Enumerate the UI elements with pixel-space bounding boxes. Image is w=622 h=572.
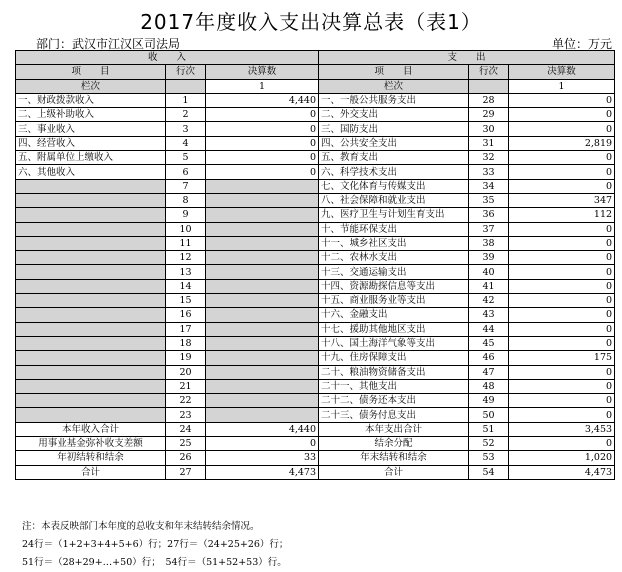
table-row (16, 294, 615, 308)
income-row-header: 行次 (166, 65, 206, 79)
expense-row-number: 31 (469, 136, 509, 150)
income-row-number: 22 (166, 394, 206, 408)
income-row-number: 12 (166, 251, 206, 265)
income-item-label (16, 265, 166, 279)
income-item-label (16, 322, 166, 336)
expense-row-number: 45 (469, 336, 509, 350)
expense-amount: 347 (509, 193, 615, 207)
expense-row-number: 33 (469, 165, 509, 179)
income-row-number: 27 (166, 465, 206, 479)
expense-row-number: 32 (469, 151, 509, 165)
income-row-number: 16 (166, 308, 206, 322)
expense-summary-label: 合计 (319, 465, 469, 479)
expense-row-number: 51 (469, 422, 509, 436)
income-section-header: 收 入 (16, 51, 319, 65)
lanci-row (16, 79, 615, 93)
note-line: 注：本表反映部门本年度的总收支和年末结转结余情况。 (22, 521, 260, 532)
income-item-label (16, 208, 166, 222)
budget-table (15, 50, 615, 480)
income-amount (206, 265, 319, 279)
expense-section-header: 支 出 (319, 51, 615, 65)
income-summary-label: 本年收入合计 (16, 422, 166, 436)
expense-row-number: 48 (469, 379, 509, 393)
income-amount (206, 179, 319, 193)
table-row (16, 236, 615, 250)
expense-item-label: 七、文化体育与传媒支出 (319, 179, 469, 193)
expense-item-label: 十一、城乡社区支出 (319, 236, 469, 250)
table-row (16, 108, 615, 122)
expense-item-label: 九、医疗卫生与计划生育支出 (319, 208, 469, 222)
income-amount (206, 308, 319, 322)
expense-amount-header: 决算数 (509, 65, 615, 79)
income-row-number: 6 (166, 165, 206, 179)
expense-row-number: 46 (469, 351, 509, 365)
expense-amount: 0 (509, 222, 615, 236)
table-row (16, 179, 615, 193)
table-row (16, 251, 615, 265)
income-row-number: 23 (166, 408, 206, 422)
income-row-number: 21 (166, 379, 206, 393)
income-row-number: 17 (166, 322, 206, 336)
note-line: 24行＝（1+2+3+4+5+6）行；27行＝（24+25+26）行； (22, 539, 289, 550)
income-summary-label: 用事业基金弥补收支差额 (16, 437, 166, 451)
expense-row-number: 53 (469, 451, 509, 465)
table-row (16, 122, 615, 136)
income-amount (206, 193, 319, 207)
income-row-number: 2 (166, 108, 206, 122)
income-item-label (16, 408, 166, 422)
expense-row-number: 28 (469, 93, 509, 107)
expense-amount: 0 (509, 251, 615, 265)
income-item-label (16, 236, 166, 250)
expense-row-number: 29 (469, 108, 509, 122)
expense-row-number: 35 (469, 193, 509, 207)
income-summary-label: 合计 (16, 465, 166, 479)
income-summary-label: 年初结转和结余 (16, 451, 166, 465)
expense-item-label: 八、社会保障和就业支出 (319, 193, 469, 207)
expense-item-label: 十八、国土海洋气象等支出 (319, 336, 469, 350)
income-amount: 0 (206, 108, 319, 122)
income-row-number: 10 (166, 222, 206, 236)
expense-amount: 0 (509, 165, 615, 179)
income-item-label (16, 222, 166, 236)
table-row (16, 365, 615, 379)
table-row (16, 351, 615, 365)
income-item-label: 五、附属单位上缴收入 (16, 151, 166, 165)
income-lanci-blank (166, 79, 206, 93)
income-row-number: 3 (166, 122, 206, 136)
expense-amount: 0 (509, 308, 615, 322)
unit-label: 单位：万元 (551, 37, 612, 51)
income-amount (206, 208, 319, 222)
income-item-label (16, 251, 166, 265)
summary-row (16, 451, 615, 465)
income-amount (206, 408, 319, 422)
expense-item-label: 五、教育支出 (319, 151, 469, 165)
expense-summary-label: 年末结转和结余 (319, 451, 469, 465)
table-row (16, 394, 615, 408)
expense-item-label: 二十三、债务付息支出 (319, 408, 469, 422)
expense-lanci-blank (469, 79, 509, 93)
table-row (16, 336, 615, 350)
expense-amount: 112 (509, 208, 615, 222)
expense-amount: 0 (509, 279, 615, 293)
expense-row-number: 39 (469, 251, 509, 265)
expense-amount: 0 (509, 408, 615, 422)
column-header-row (16, 65, 615, 79)
expense-row-number: 44 (469, 322, 509, 336)
income-amount: 0 (206, 437, 319, 451)
summary-row (16, 437, 615, 451)
expense-summary-label: 本年支出合计 (319, 422, 469, 436)
expense-row-header: 行次 (469, 65, 509, 79)
income-row-number: 4 (166, 136, 206, 150)
expense-item-label: 二十一、其他支出 (319, 379, 469, 393)
expense-amount: 4,473 (509, 465, 615, 479)
expense-lanci-num: 1 (509, 79, 615, 93)
income-row-number: 11 (166, 236, 206, 250)
income-amount (206, 351, 319, 365)
table-row (16, 408, 615, 422)
income-amount (206, 336, 319, 350)
expense-item-label: 十二、农林水支出 (319, 251, 469, 265)
notes (22, 518, 288, 572)
expense-row-number: 41 (469, 279, 509, 293)
expense-amount: 0 (509, 294, 615, 308)
income-item-label (16, 308, 166, 322)
table-row (16, 222, 615, 236)
income-item-label (16, 179, 166, 193)
income-amount (206, 394, 319, 408)
income-amount (206, 279, 319, 293)
expense-summary-label: 结余分配 (319, 437, 469, 451)
income-amount (206, 322, 319, 336)
table-row (16, 93, 615, 107)
income-item-label: 六、其他收入 (16, 165, 166, 179)
income-item-label (16, 294, 166, 308)
expense-item-label: 二、外交支出 (319, 108, 469, 122)
income-row-number: 5 (166, 151, 206, 165)
expense-item-header: 项 目 (319, 65, 469, 79)
expense-amount: 0 (509, 437, 615, 451)
expense-item-label: 四、公共安全支出 (319, 136, 469, 150)
table-row (16, 379, 615, 393)
summary-row (16, 465, 615, 479)
income-amount: 0 (206, 165, 319, 179)
income-item-label: 三、事业收入 (16, 122, 166, 136)
expense-row-number: 50 (469, 408, 509, 422)
expense-amount: 0 (509, 365, 615, 379)
expense-row-number: 47 (469, 365, 509, 379)
expense-item-label: 一、一般公共服务支出 (319, 93, 469, 107)
income-row-number: 9 (166, 208, 206, 222)
income-lanci-num: 1 (206, 79, 319, 93)
income-amount: 33 (206, 451, 319, 465)
table-row (16, 151, 615, 165)
table-row (16, 322, 615, 336)
expense-item-label: 六、科学技术支出 (319, 165, 469, 179)
expense-row-number: 36 (469, 208, 509, 222)
table-row (16, 308, 615, 322)
expense-row-number: 54 (469, 465, 509, 479)
expense-amount: 0 (509, 122, 615, 136)
income-item-label (16, 193, 166, 207)
expense-item-label: 十七、援助其他地区支出 (319, 322, 469, 336)
income-item-header: 项 目 (16, 65, 166, 79)
expense-amount: 3,453 (509, 422, 615, 436)
expense-amount: 0 (509, 394, 615, 408)
expense-amount: 0 (509, 322, 615, 336)
income-amount (206, 379, 319, 393)
income-item-label (16, 379, 166, 393)
income-row-number: 8 (166, 193, 206, 207)
department-label: 部门：武汉市江汉区司法局 (36, 37, 181, 51)
expense-item-label: 三、国防支出 (319, 122, 469, 136)
expense-item-label: 十三、交通运输支出 (319, 265, 469, 279)
income-row-number: 24 (166, 422, 206, 436)
table-row (16, 279, 615, 293)
table-row (16, 265, 615, 279)
expense-row-number: 30 (469, 122, 509, 136)
income-amount: 0 (206, 136, 319, 150)
expense-row-number: 40 (469, 265, 509, 279)
expense-row-number: 49 (469, 394, 509, 408)
income-item-label (16, 279, 166, 293)
income-row-number: 13 (166, 265, 206, 279)
income-amount: 4,440 (206, 422, 319, 436)
income-amount: 0 (206, 151, 319, 165)
income-row-number: 26 (166, 451, 206, 465)
income-item-label (16, 336, 166, 350)
income-item-label (16, 351, 166, 365)
expense-item-label: 二十、粮油物资储备支出 (319, 365, 469, 379)
income-amount (206, 294, 319, 308)
income-amount (206, 251, 319, 265)
table-row (16, 193, 615, 207)
income-row-number: 1 (166, 93, 206, 107)
expense-amount: 1,020 (509, 451, 615, 465)
income-lanci-label: 栏次 (16, 79, 166, 93)
section-header-row (16, 51, 615, 65)
income-row-number: 7 (166, 179, 206, 193)
expense-item-label: 十、节能环保支出 (319, 222, 469, 236)
income-row-number: 20 (166, 365, 206, 379)
expense-amount: 0 (509, 108, 615, 122)
summary-row (16, 422, 615, 436)
expense-item-label: 二十二、债务还本支出 (319, 394, 469, 408)
income-amount (206, 365, 319, 379)
expense-amount: 0 (509, 336, 615, 350)
income-row-number: 14 (166, 279, 206, 293)
expense-row-number: 37 (469, 222, 509, 236)
expense-amount: 0 (509, 179, 615, 193)
expense-item-label: 十五、商业服务业等支出 (319, 294, 469, 308)
expense-item-label: 十六、金融支出 (319, 308, 469, 322)
income-amount-header: 决算数 (206, 65, 319, 79)
income-row-number: 18 (166, 336, 206, 350)
income-row-number: 15 (166, 294, 206, 308)
income-row-number: 25 (166, 437, 206, 451)
income-amount (206, 236, 319, 250)
income-row-number: 19 (166, 351, 206, 365)
expense-amount: 0 (509, 151, 615, 165)
income-item-label (16, 365, 166, 379)
income-item-label: 四、经营收入 (16, 136, 166, 150)
note-line: 51行＝（28+29+…+50）行； 54行＝（51+52+53）行。 (22, 557, 287, 568)
expense-item-label: 十四、资源勘探信息等支出 (319, 279, 469, 293)
income-amount (206, 222, 319, 236)
income-amount: 4,473 (206, 465, 319, 479)
expense-row-number: 43 (469, 308, 509, 322)
income-item-label: 二、上级补助收入 (16, 108, 166, 122)
expense-row-number: 38 (469, 236, 509, 250)
expense-amount: 0 (509, 265, 615, 279)
table-row (16, 136, 615, 150)
income-item-label (16, 394, 166, 408)
expense-amount: 175 (509, 351, 615, 365)
table-row (16, 208, 615, 222)
table-row (16, 165, 615, 179)
expense-amount: 2,819 (509, 136, 615, 150)
expense-amount: 0 (509, 379, 615, 393)
table-body (16, 51, 615, 480)
income-amount: 4,440 (206, 93, 319, 107)
expense-row-number: 34 (469, 179, 509, 193)
page-title: 2017年度收入支出决算总表（表1） (140, 10, 482, 34)
expense-row-number: 42 (469, 294, 509, 308)
expense-row-number: 52 (469, 437, 509, 451)
expense-item-label: 十九、住房保障支出 (319, 351, 469, 365)
expense-amount: 0 (509, 236, 615, 250)
expense-amount: 0 (509, 93, 615, 107)
income-amount: 0 (206, 122, 319, 136)
income-item-label: 一、财政拨款收入 (16, 93, 166, 107)
expense-lanci-label: 栏次 (319, 79, 469, 93)
